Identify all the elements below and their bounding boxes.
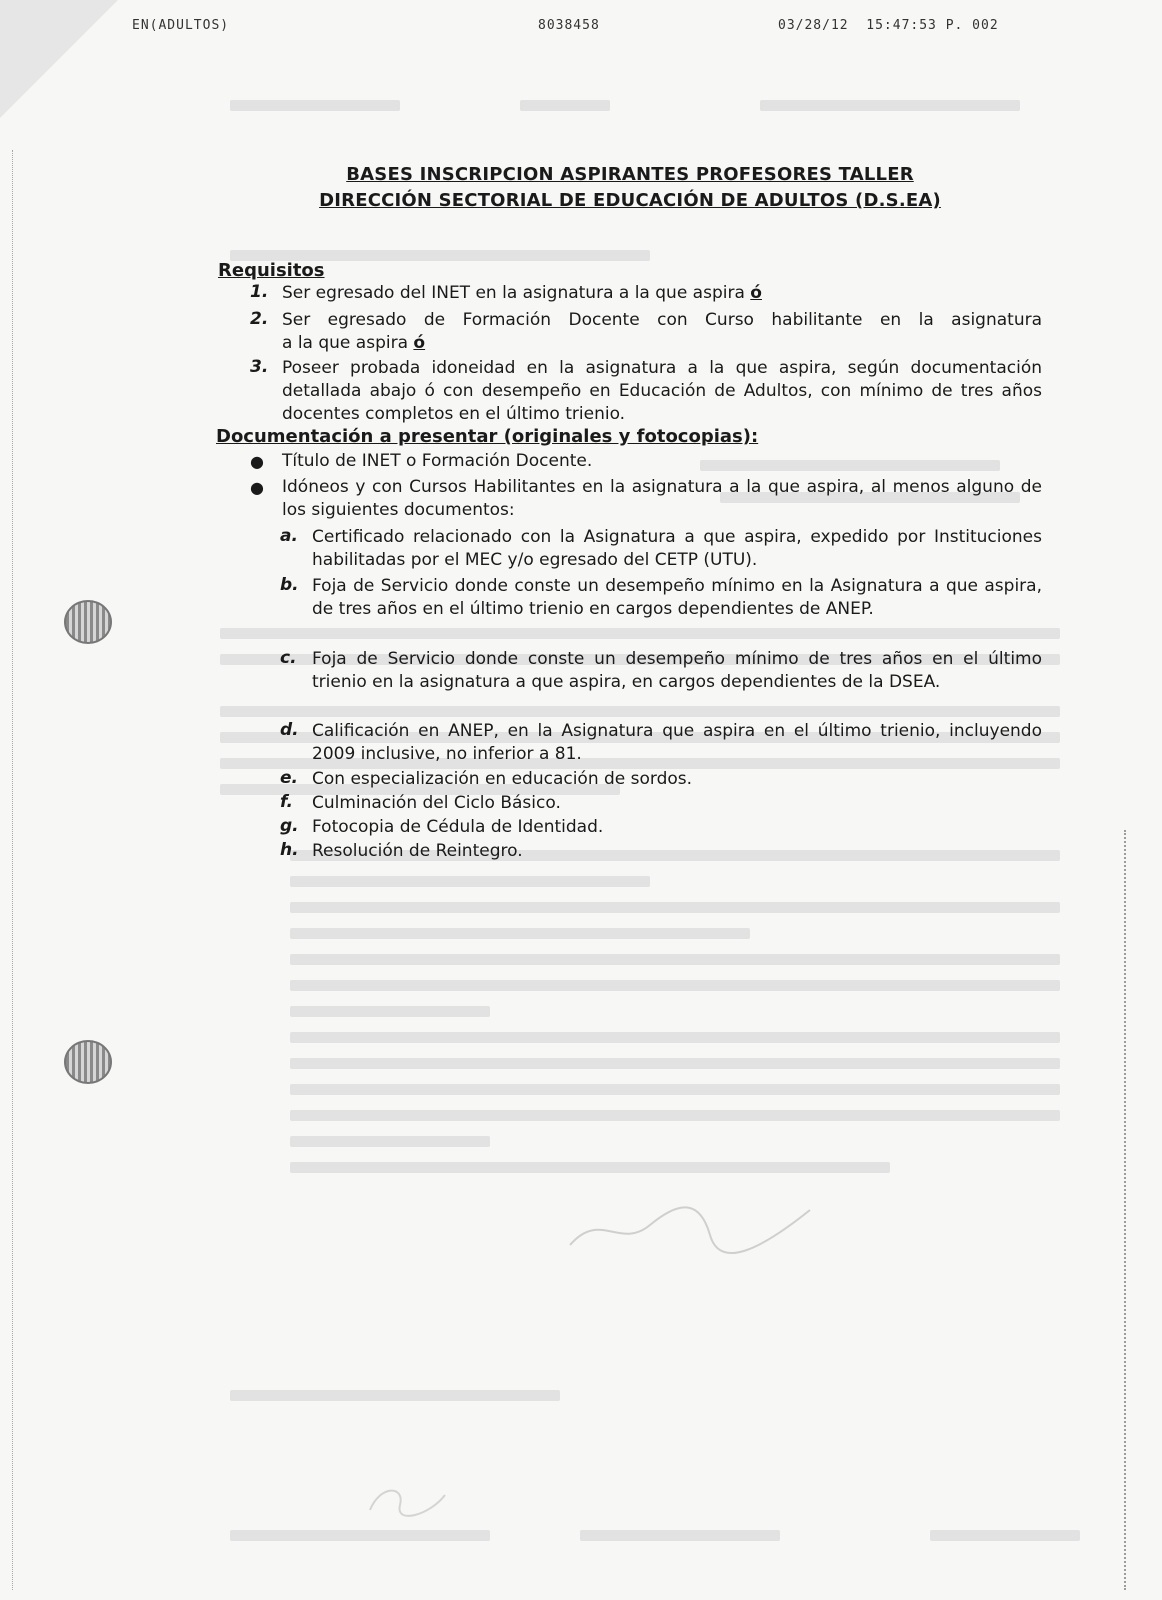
doc-letter: b. bbox=[280, 575, 299, 595]
doc-letter: d. bbox=[280, 720, 299, 740]
doc-item-c: Foja de Servicio donde conste un desempeño mínimo de tres años en el último trienio en la asignatura a que aspira, en cargos dependientes de la DSEA. bbox=[312, 649, 1042, 692]
punch-hole-icon bbox=[64, 1040, 112, 1084]
requisito-suffix: ó bbox=[413, 333, 426, 353]
fax-datetime: 03/28/12 15:47:53 P. 002 bbox=[778, 18, 999, 33]
requisito-suffix: ó bbox=[750, 283, 762, 303]
right-edge-shadow bbox=[1123, 830, 1126, 1590]
doc-letter: h. bbox=[280, 840, 299, 860]
bullet-icon: ● bbox=[250, 452, 264, 471]
doc-item-d: Calificación en ANEP, en la Asignatura que aspira en el último trienio, incluyendo 2009 inclusive, no inferior a 81. bbox=[312, 721, 1042, 764]
fax-sender: EN(ADULTOS) bbox=[132, 18, 230, 33]
requisito-number: 3. bbox=[250, 357, 269, 377]
fax-header bbox=[0, 18, 1162, 42]
requisito-3: Poseer probada idoneidad en la asignatura a la que aspira, según documentación detallada abajo ó con desempeño en Educación de Adultos, con mínimo de tres años docentes completos en el último trienio. bbox=[282, 358, 1042, 424]
requisito-number: 2. bbox=[250, 309, 269, 329]
doc-item-f: Culminación del Ciclo Básico. bbox=[312, 793, 561, 813]
faint-mark bbox=[360, 1480, 450, 1520]
document-title-line-2: DIRECCIÓN SECTORIAL DE EDUCACIÓN DE ADULTOS (D.S.EA) bbox=[319, 190, 941, 211]
doc-item-a: Certificado relacionado con la Asignatura a que aspira, expedido por Instituciones habilitadas por el MEC y/o egresado del CETP (UTU). bbox=[312, 527, 1042, 570]
signature-mark bbox=[560, 1190, 820, 1260]
bullet-icon: ● bbox=[250, 478, 264, 497]
requisito-text: Ser egresado del INET en la asignatura a la que aspira bbox=[282, 283, 751, 303]
doc-letter: e. bbox=[280, 768, 298, 788]
document-title-line-1: BASES INSCRIPCION ASPIRANTES PROFESORES TALLER bbox=[346, 164, 914, 185]
requisitos-heading: Requisitos bbox=[218, 260, 325, 281]
punch-hole-icon bbox=[64, 600, 112, 644]
doc-item-e: Con especialización en educación de sordos. bbox=[312, 769, 693, 789]
doc-bullet-1: Título de INET o Formación Docente. bbox=[282, 451, 593, 471]
doc-bullet-2: Idóneos y con Cursos Habilitantes en la asignatura a la que aspira, al menos alguno de los siguientes documentos: bbox=[282, 477, 1042, 520]
doc-item-g: Fotocopia de Cédula de Identidad. bbox=[312, 817, 604, 837]
doc-letter: f. bbox=[280, 792, 293, 812]
left-edge-shadow bbox=[12, 150, 14, 1590]
doc-letter: g. bbox=[280, 816, 299, 836]
documentacion-heading: Documentación a presentar (originales y fotocopias): bbox=[216, 426, 759, 447]
requisito-2 bbox=[282, 309, 1042, 355]
doc-item-b: Foja de Servicio donde conste un desempeño mínimo en la Asignatura a que aspira, de tres años en el último trienio en cargos dependientes de ANEP. bbox=[312, 576, 1042, 619]
doc-letter: c. bbox=[280, 648, 297, 668]
fax-number: 8038458 bbox=[538, 18, 600, 33]
requisito-text: Ser egresado de Formación Docente con Curso habilitante en la asignatura bbox=[282, 310, 1042, 330]
doc-letter: a. bbox=[280, 526, 298, 546]
requisito-number: 1. bbox=[250, 282, 269, 302]
doc-item-h: Resolución de Reintegro. bbox=[312, 841, 523, 861]
requisito-text: a la que aspira bbox=[282, 333, 414, 353]
requisito-1 bbox=[282, 282, 1042, 305]
